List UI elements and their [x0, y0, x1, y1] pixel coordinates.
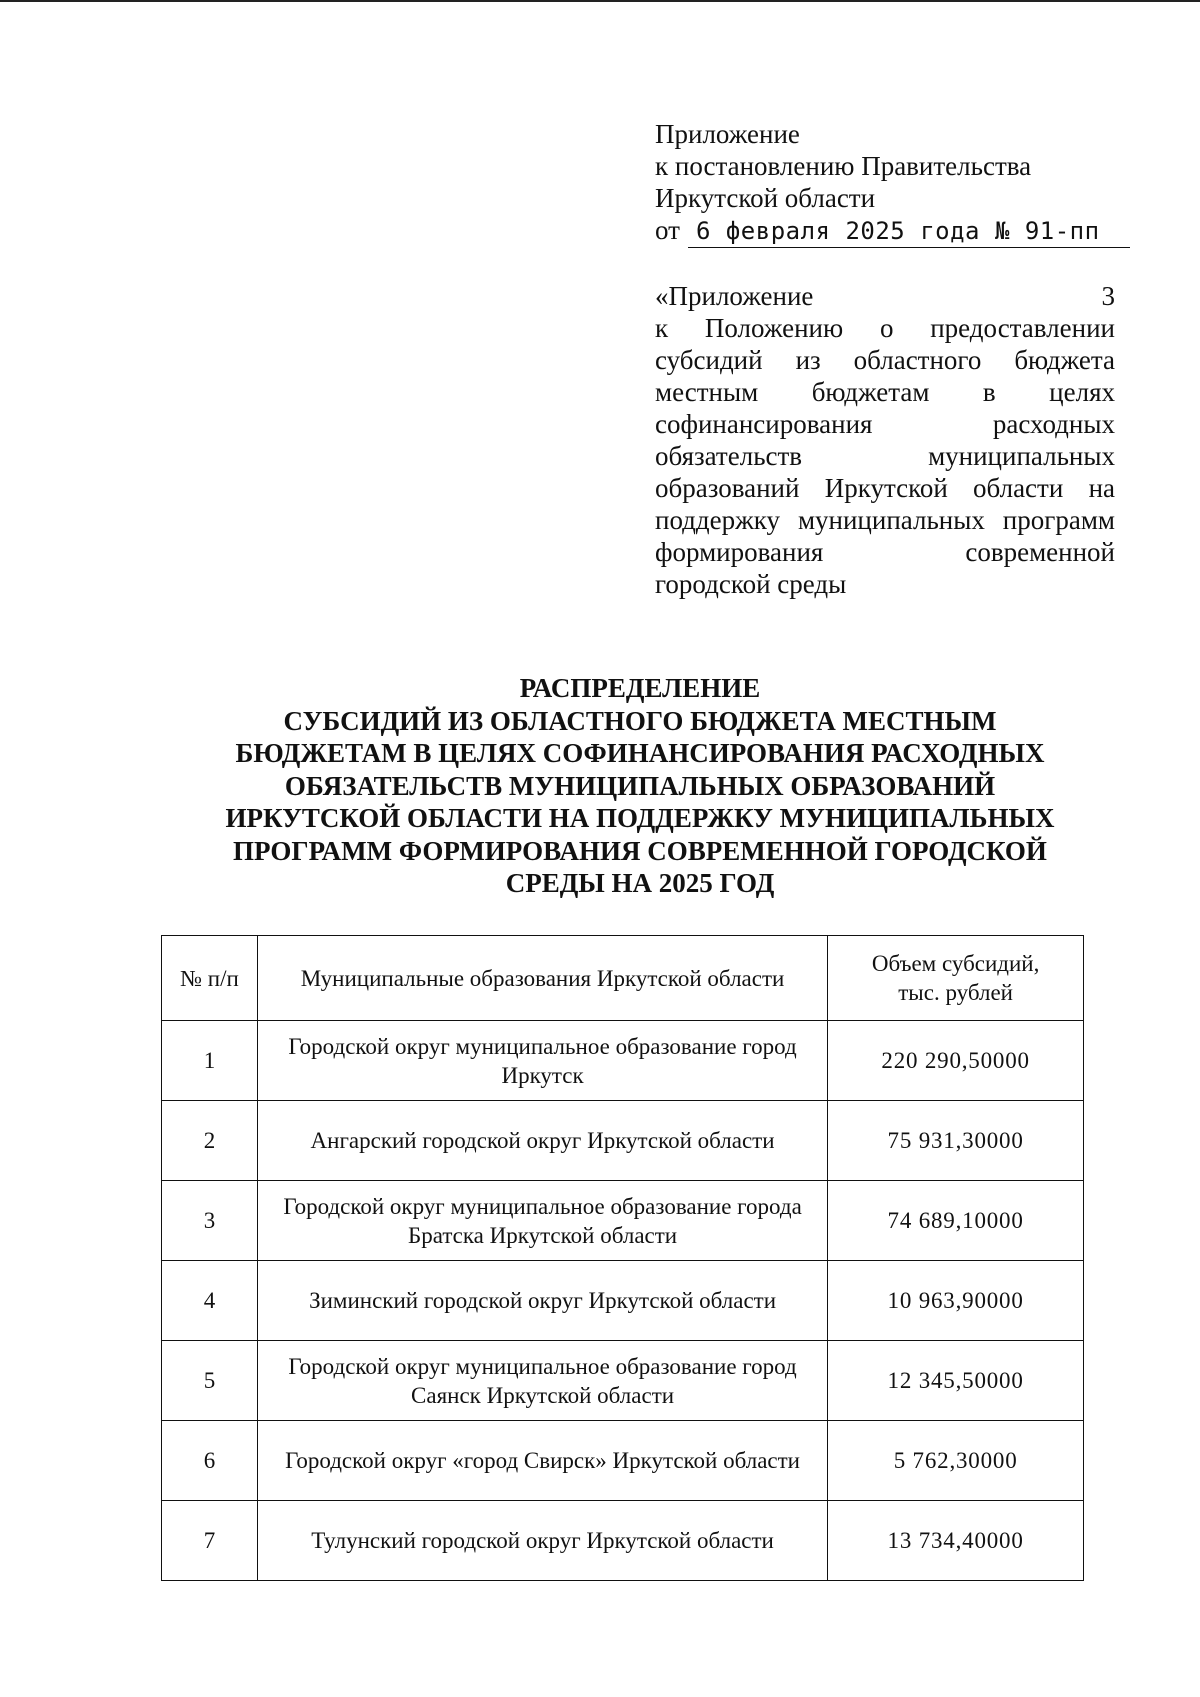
municipality-line: Городской округ муниципальное образование город	[288, 1033, 797, 1059]
table-row	[162, 1261, 1084, 1341]
appendix-line: к постановлению Правительства	[655, 151, 1032, 181]
regulation-line: субсидий из областного бюджета	[655, 345, 1115, 375]
title-line: СУБСИДИЙ ИЗ ОБЛАСТНОГО БЮДЖЕТА МЕСТНЫМ	[283, 705, 997, 736]
title-line: ИРКУТСКОЙ ОБЛАСТИ НА ПОДДЕРЖКУ МУНИЦИПАЛЬНЫХ	[225, 803, 1055, 833]
municipality-line: Саянск Иркутской области	[411, 1382, 675, 1408]
row-num: 4	[162, 1261, 258, 1341]
row-amount: 5 762,30000	[828, 1421, 1084, 1501]
row-amount: 75 931,30000	[828, 1101, 1084, 1181]
resolution-date: 6 февраля 2025 года № 91-пп	[688, 215, 1130, 248]
row-amount: 10 963,90000	[828, 1261, 1084, 1341]
scan-top-border	[0, 0, 1200, 2]
regulation-line: формирования современной	[655, 537, 1115, 567]
municipality-line: Ангарский городской округ Иркутской области	[310, 1128, 775, 1153]
resolution-date-line	[655, 214, 1115, 248]
row-num: 1	[162, 1021, 258, 1101]
header-municipality: Муниципальные образования Иркутской области	[257, 936, 827, 1021]
row-municipality	[257, 1501, 827, 1581]
row-num: 2	[162, 1101, 258, 1181]
document-title	[160, 672, 1120, 900]
title-line: СРЕДЫ НА 2025 ГОД	[505, 868, 775, 898]
row-num: 6	[162, 1421, 258, 1501]
row-municipality	[257, 1021, 827, 1101]
row-amount: 12 345,50000	[828, 1341, 1084, 1421]
row-amount: 220 290,50000	[828, 1021, 1084, 1101]
title-line: БЮДЖЕТАМ В ЦЕЛЯХ СОФИНАНСИРОВАНИЯ РАСХОДНЫХ	[235, 738, 1045, 768]
regulation-line: городской среды	[655, 569, 847, 599]
regulation-line: образований Иркутской области на	[655, 473, 1115, 503]
header-amount-line: Объем субсидий,	[871, 951, 1040, 976]
table-header-row	[162, 936, 1084, 1021]
table-row	[162, 1501, 1084, 1581]
row-municipality	[257, 1261, 827, 1341]
header-amount	[828, 936, 1084, 1021]
municipality-line: Иркутск	[501, 1062, 584, 1088]
municipality-line: Братска Иркутской области	[408, 1222, 678, 1248]
date-prefix: от	[655, 215, 680, 245]
municipality-line: Тулунский городской округ Иркутской области	[311, 1528, 774, 1553]
row-num: 3	[162, 1181, 258, 1261]
regulation-line: местным бюджетам в целях	[655, 377, 1115, 407]
title-line: ПРОГРАММ ФОРМИРОВАНИЯ СОВРЕМЕННОЙ ГОРОДСКОЙ	[233, 835, 1047, 866]
regulation-line: «Приложение 3	[655, 281, 1115, 311]
regulation-appendix-header	[655, 280, 1115, 600]
header-num: № п/п	[162, 936, 258, 1021]
subsidy-distribution-table	[161, 935, 1084, 1581]
row-municipality	[257, 1421, 827, 1501]
row-amount: 74 689,10000	[828, 1181, 1084, 1261]
regulation-line: софинансирования расходных	[655, 409, 1115, 439]
header-amount-line: тыс. рублей	[898, 980, 1013, 1005]
row-municipality	[257, 1181, 827, 1261]
row-municipality	[257, 1101, 827, 1181]
row-num: 7	[162, 1501, 258, 1581]
regulation-line: к Положению о предоставлении	[655, 313, 1115, 343]
appendix-header	[655, 118, 1115, 248]
table-row	[162, 1181, 1084, 1261]
row-num: 5	[162, 1341, 258, 1421]
table-row	[162, 1101, 1084, 1181]
title-line: ОБЯЗАТЕЛЬСТВ МУНИЦИПАЛЬНЫХ ОБРАЗОВАНИЙ	[284, 770, 996, 801]
row-amount: 13 734,40000	[828, 1501, 1084, 1581]
regulation-line: поддержку муниципальных программ	[655, 505, 1115, 535]
regulation-line: обязательств муниципальных	[655, 441, 1115, 471]
municipality-line: Городской округ муниципальное образование город	[288, 1353, 797, 1379]
municipality-line: Городской округ «город Свирск» Иркутской области	[285, 1448, 800, 1473]
municipality-line: Зиминский городской округ Иркутской области	[309, 1288, 777, 1313]
appendix-line: Приложение	[655, 119, 800, 149]
table-row	[162, 1021, 1084, 1101]
appendix-line: Иркутской области	[655, 183, 876, 213]
table-row	[162, 1421, 1084, 1501]
municipality-line: Городской округ муниципальное образование города	[283, 1193, 802, 1219]
title-line: РАСПРЕДЕЛЕНИЕ	[519, 673, 761, 703]
row-municipality	[257, 1341, 827, 1421]
table-row	[162, 1341, 1084, 1421]
